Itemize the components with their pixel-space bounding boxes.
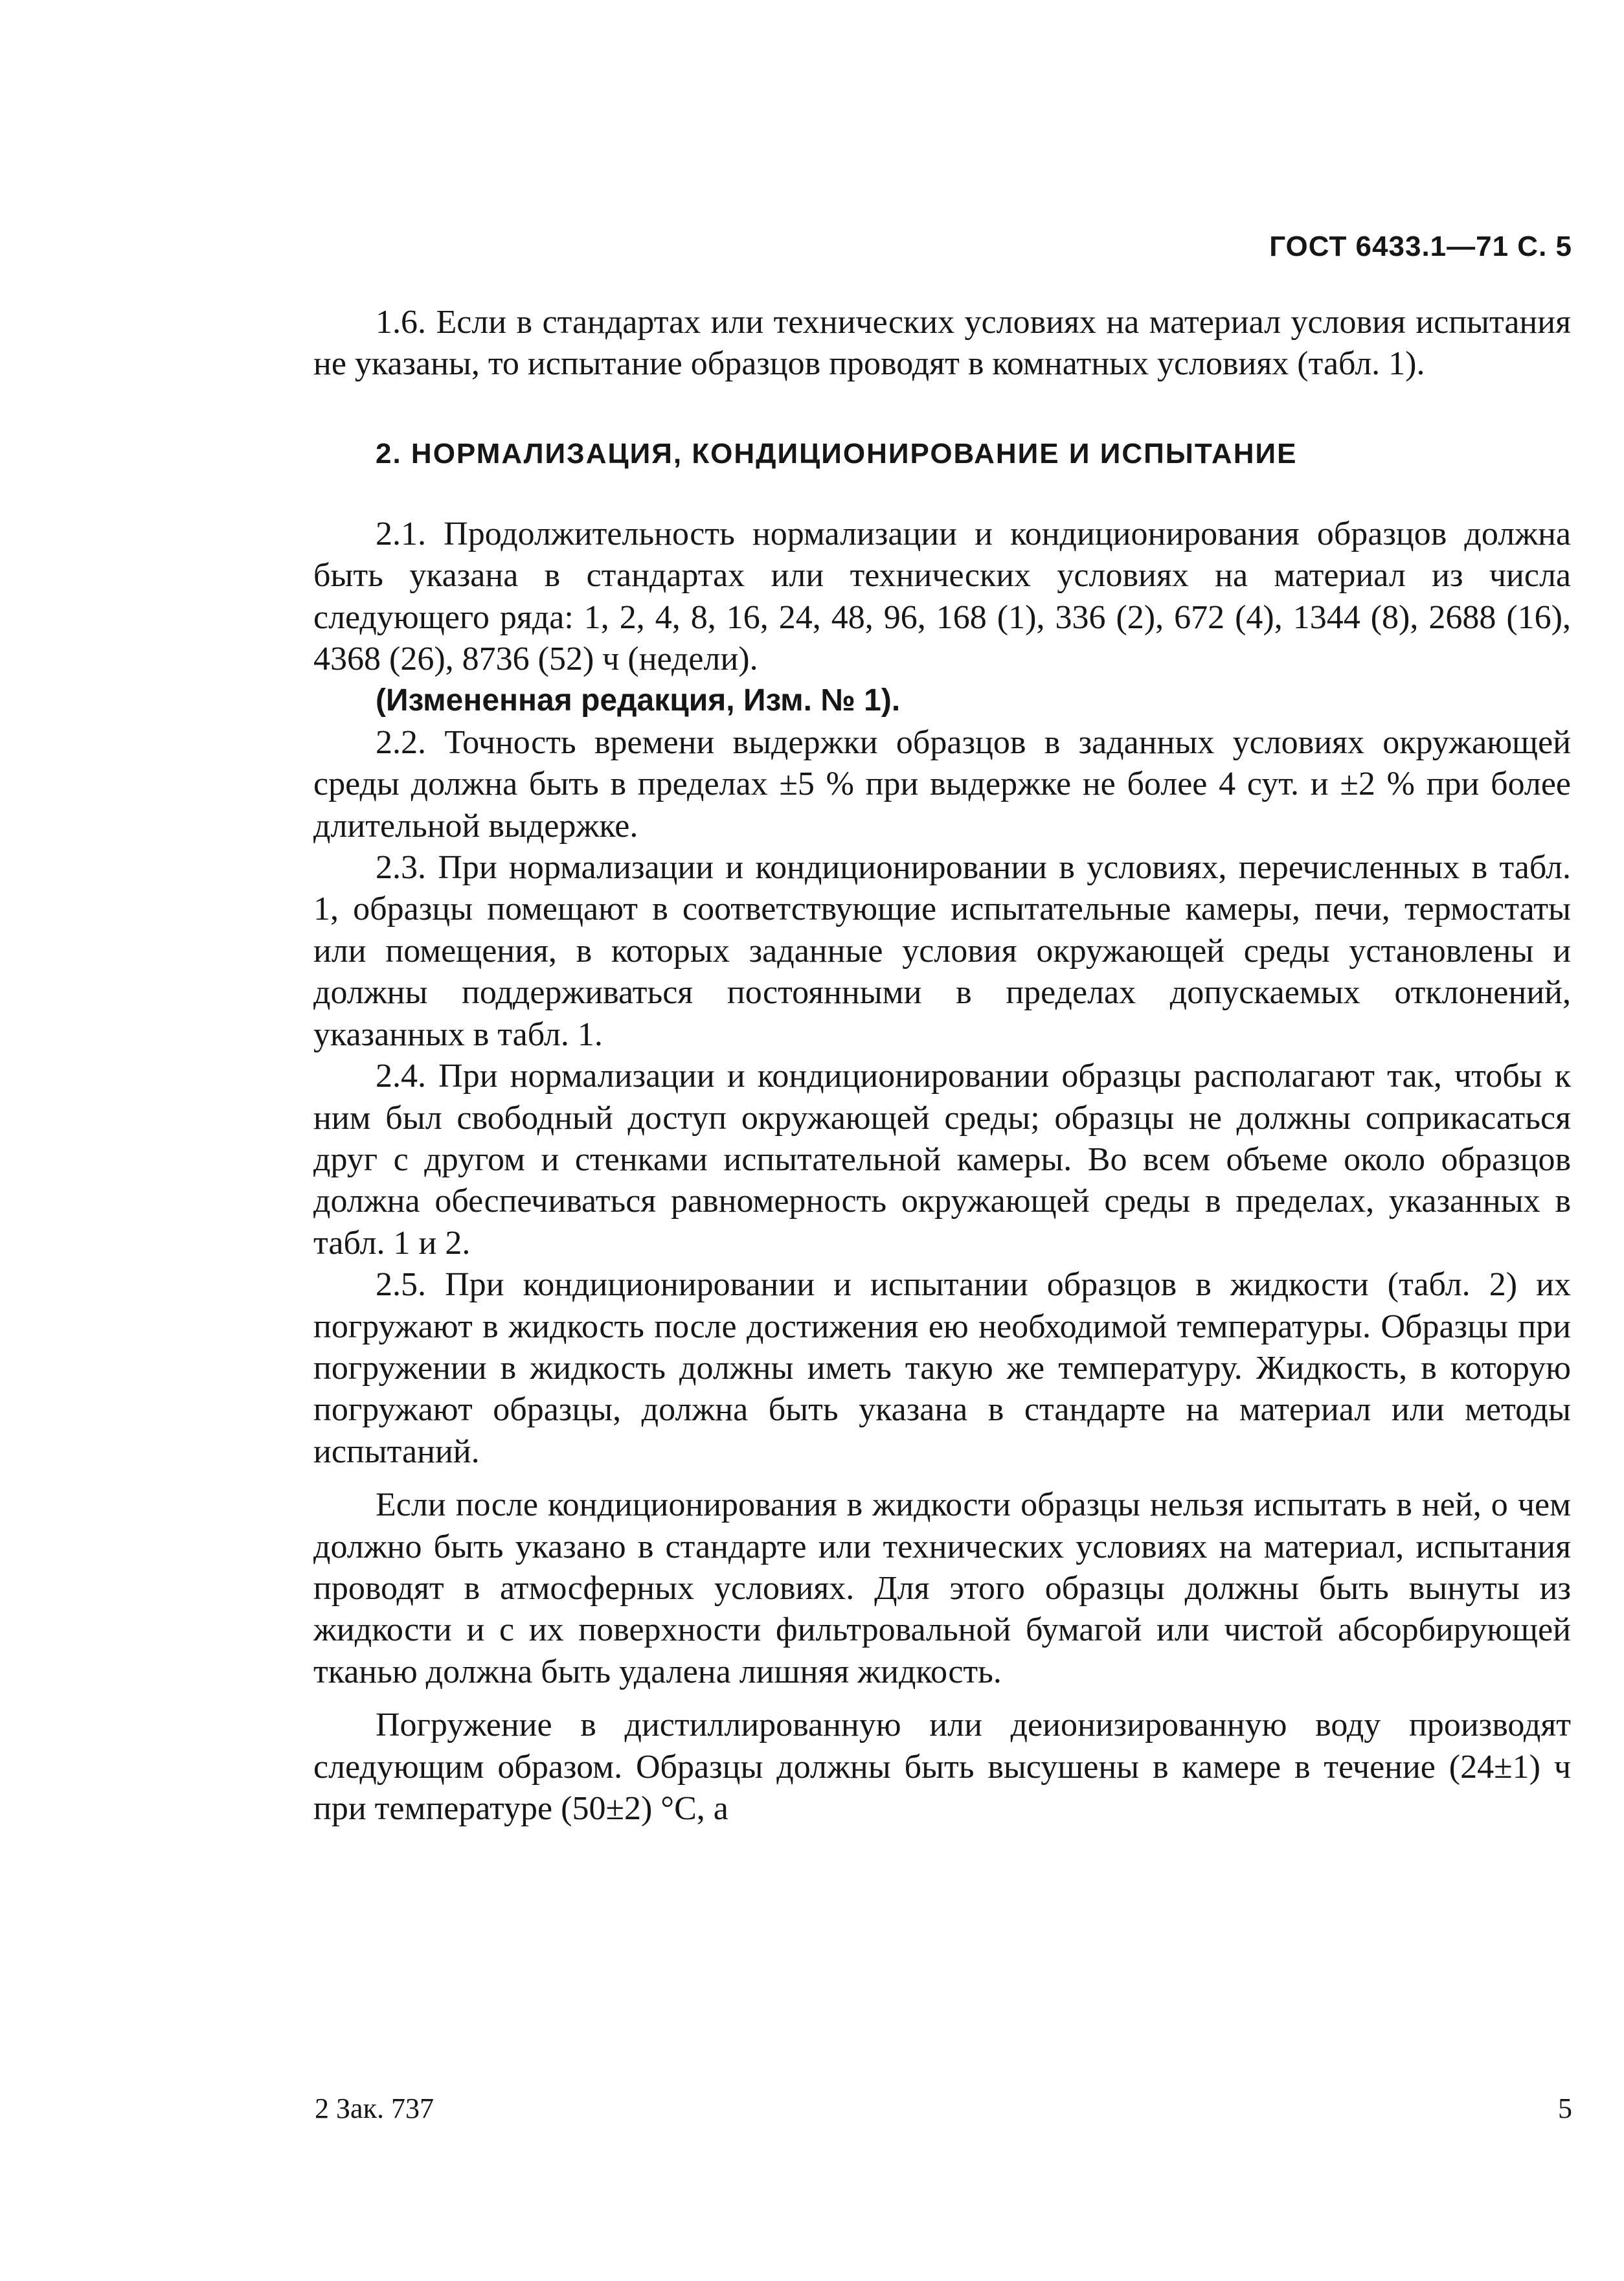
footer-order-number: 2 Зак. 737: [315, 2093, 434, 2124]
section-heading-2: 2. НОРМАЛИЗАЦИЯ, КОНДИЦИОНИРОВАНИЕ И ИСПЫТАНИЕ: [376, 437, 1298, 470]
paragraph-2-4: 2.4. При нормализации и кондиционировании образцы располагают так, чтобы к ним был свободный доступ окружающей среды; образцы не должны соприкасаться друг с другом и стенками испытательной камеры. Во всем объеме около образцов должна обеспечиваться равномерность окружающей среды в пределах, указанных в табл. 1 и 2.: [313, 1058, 1571, 1262]
paragraph-2-5-water-immersion: Погружение в дистиллированную или деионизированную воду производят следующим образом. Образцы должны быть высушены в камере в течение (24±1) ч при температуре (50±2) °С, а: [313, 1707, 1571, 1827]
paragraph-2-1: 2.1. Продолжительность нормализации и кондиционирования образцов должна быть указана в стандартах или технических условиях на материал из числа следующего ряда: 1, 2, 4, 8, 16, 24, 48, 96, 168 (1), 336 (2), 672 (4), 1344 (8), 2688 (16), 4368 (26), 8736 (52) ч (недели).: [313, 515, 1571, 678]
amendment-note: (Измененная редакция, Изм. № 1).: [376, 683, 901, 718]
paragraph-2-3: 2.3. При нормализации и кондиционировании в условиях, перечисленных в табл. 1, образцы помещают в соответствующие испытательные камеры, печи, термостаты или помещения, в которых заданные условия окружающей среды установлены и должны поддерживаться постоянными в пределах допускаемых отклонений, указанных в табл. 1.: [313, 849, 1571, 1053]
paragraph-2-5: 2.5. При кондиционировании и испытании образцов в жидкости (табл. 2) их погружают в жидкость после достижения ею необходимой температуры. Образцы при погружении в жидкость должны иметь такую же температуру. Жидкость, в которую погружают образцы, должна быть указана в стандарте на материал или методы испытаний.: [313, 1266, 1571, 1470]
document-body: [313, 302, 1571, 1830]
paragraph-2-5-continued: Если после кондиционирования в жидкости образцы нельзя испытать в ней, о чем должно быть указано в стандарте или технических условиях на материал, испытания проводят в атмосферных условиях. Для этого образцы должны быть вынуты из жидкости и с их поверхности фильтровальной бумагой или чистой абсорбирующей тканью должна быть удалена лишняя жидкость.: [313, 1486, 1571, 1690]
paragraph-1-6: 1.6. Если в стандартах или технических условиях на материал условия испытания не указаны, то испытание образцов проводят в комнатных условиях (табл. 1).: [313, 304, 1571, 383]
paragraph-2-2: 2.2. Точность времени выдержки образцов в заданных условиях окружающей среды должна быть в пределах ±5 % при выдержке не более 4 сут. и ±2 % при более длительной выдержке.: [313, 723, 1571, 845]
running-head: ГОСТ 6433.1—71 С. 5: [1269, 231, 1572, 262]
footer-page-number: 5: [1558, 2093, 1572, 2124]
